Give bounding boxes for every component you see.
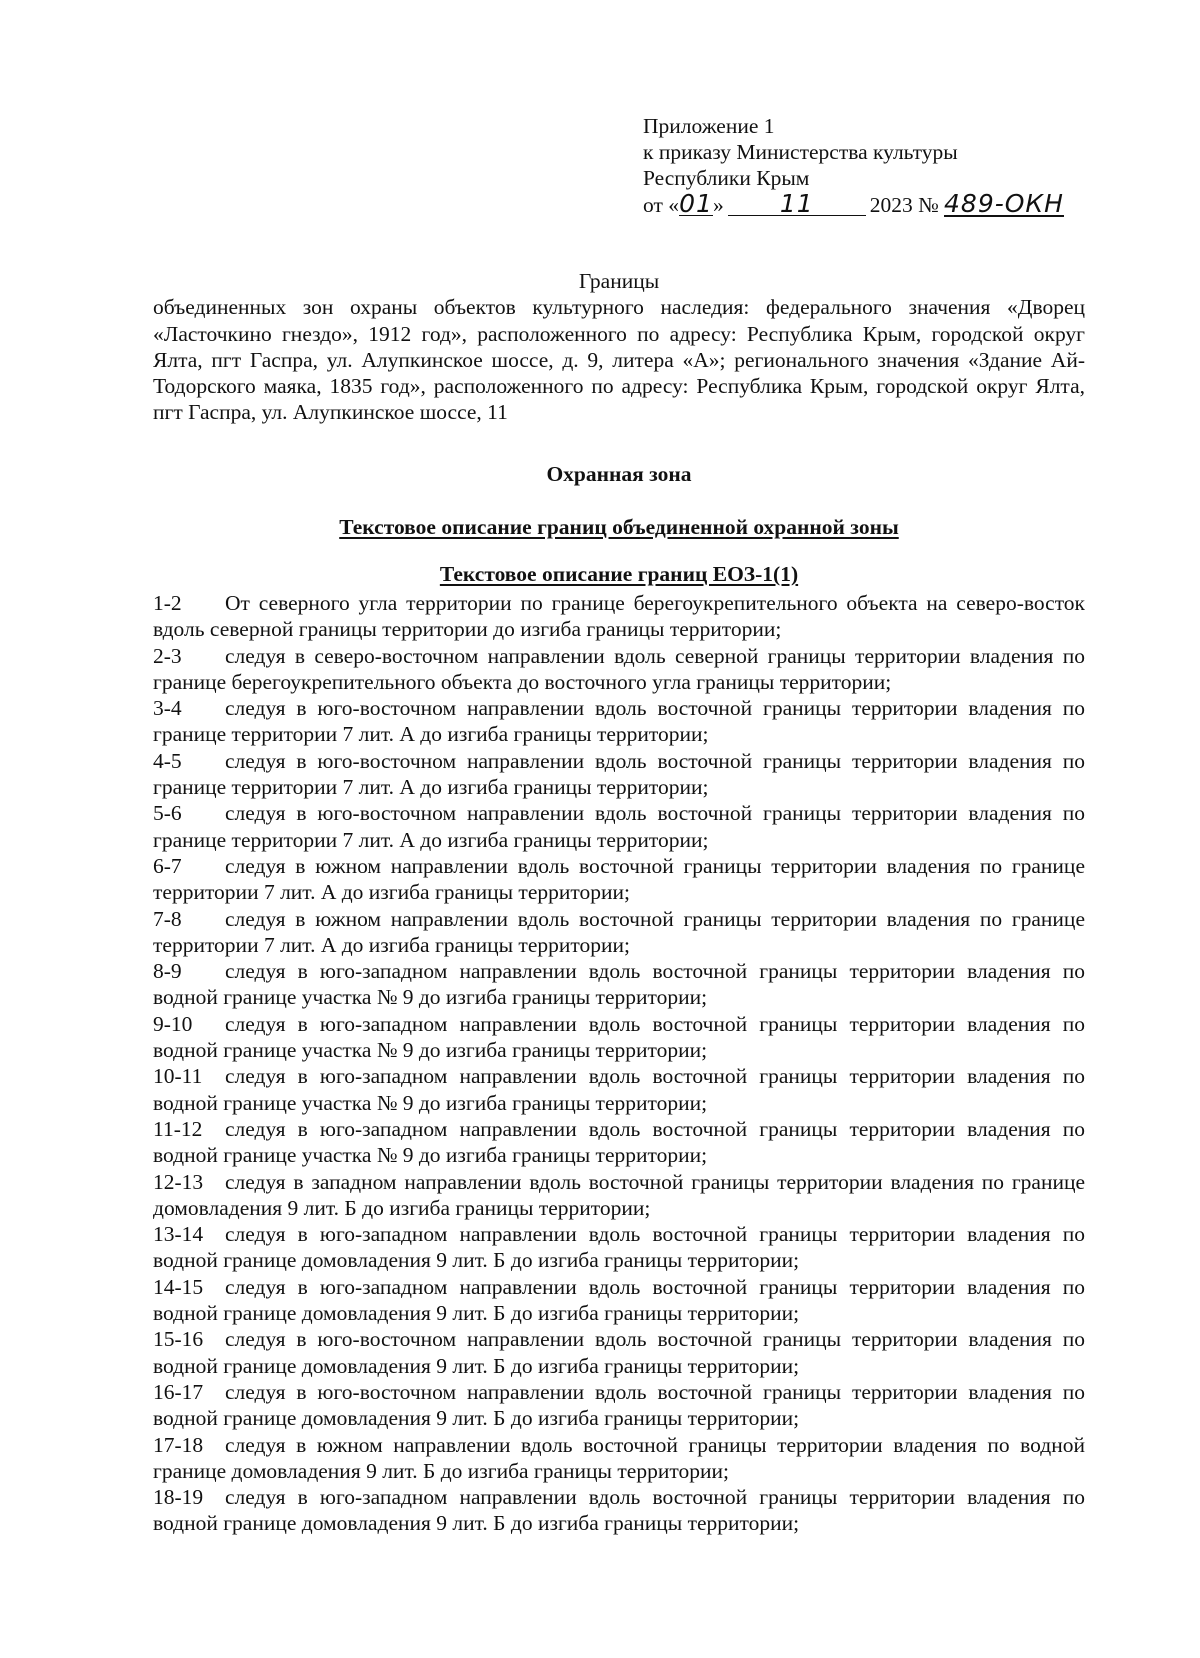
segment-description: следуя в юго-восточном направлении вдоль восточной границы территории владения по границе территории 7 лит. А до изгиба границы территории; bbox=[153, 801, 1085, 852]
handwritten-day: 01 bbox=[679, 189, 713, 218]
list-item bbox=[153, 695, 1085, 748]
segment-number: 12-13 bbox=[153, 1169, 204, 1194]
list-item bbox=[153, 1274, 1085, 1327]
segment-number: 7-8 bbox=[153, 906, 182, 931]
list-item bbox=[153, 800, 1085, 853]
segment-number: 14-15 bbox=[153, 1274, 204, 1299]
order-date-line bbox=[643, 191, 1113, 218]
segment-number: 18-19 bbox=[153, 1485, 204, 1510]
segment-number: 5-6 bbox=[153, 801, 182, 826]
order-year: 2023 № bbox=[869, 193, 939, 217]
section-heading-text-description-label: Текстовое описание границ объединенной охранной зоны bbox=[339, 515, 899, 539]
list-item bbox=[153, 748, 1085, 801]
segment-description: следуя в юго-западном направлении вдоль восточной границы территории владения по водной границе участка № 9 до изгиба границы территории; bbox=[153, 1064, 1085, 1115]
segment-number: 2-3 bbox=[153, 643, 182, 668]
handwritten-order-number: 489-ОКН bbox=[944, 189, 1064, 218]
appendix-line-3: Республики Крым bbox=[643, 166, 810, 190]
segment-number: 9-10 bbox=[153, 1011, 193, 1036]
segment-description: следуя в юго-западном направлении вдоль восточной границы территории владения по водной границе домовладения 9 лит. Б до изгиба границы территории; bbox=[153, 1222, 1085, 1273]
segment-number: 6-7 bbox=[153, 853, 182, 878]
list-item bbox=[153, 1326, 1085, 1379]
list-item bbox=[153, 1011, 1085, 1064]
list-item bbox=[153, 1063, 1085, 1116]
segment-description: следуя в юго-западном направлении вдоль восточной границы территории владения по водной границе домовладения 9 лит. Б до изгиба границы территории; bbox=[153, 1274, 1085, 1326]
segment-number: 13-14 bbox=[153, 1222, 204, 1247]
appendix-line-2: к приказу Министерства культуры bbox=[643, 140, 958, 164]
list-item bbox=[153, 1379, 1085, 1432]
segment-number: 8-9 bbox=[153, 959, 182, 984]
segment-description: следуя в юго-восточном направлении вдоль восточной границы территории владения по водной границе домовладения 9 лит. Б до изгиба границы территории; bbox=[153, 1379, 1085, 1431]
segment-description: следуя в южном направлении вдоль восточной границы территории владения по границе территории 7 лит. А до изгиба границы территории; bbox=[153, 853, 1085, 905]
section-heading-text-description bbox=[153, 515, 1085, 540]
segment-description: следуя в южном направлении вдоль восточной границы территории владения по границе территории 7 лит. А до изгиба границы территории; bbox=[153, 906, 1085, 957]
appendix-block bbox=[643, 113, 1113, 218]
document-title bbox=[153, 268, 1085, 426]
segment-description: следуя в юго-западном направлении вдоль восточной границы территории владения по водной границе участка № 9 до изгиба границы территории; bbox=[153, 959, 1085, 1010]
date-prefix: от « bbox=[643, 193, 679, 217]
segment-description: следуя в юго-западном направлении вдоль восточной границы территории владения по водной границе участка № 9 до изгиба границы территории; bbox=[153, 1011, 1085, 1063]
appendix-line-1: Приложение 1 bbox=[643, 114, 775, 138]
segment-description: От северного угла территории по границе берегоукрепительного объекта на северо-восток вдоль северной границы территории до изгиба границы территории; bbox=[153, 591, 1085, 642]
list-item bbox=[153, 590, 1085, 643]
segment-number: 17-18 bbox=[153, 1432, 204, 1457]
segment-description: следуя в юго-западном направлении вдоль восточной границы территории владения по водной границе участка № 9 до изгиба границы территории; bbox=[153, 1116, 1085, 1168]
boundary-description-list bbox=[153, 590, 1085, 1537]
segment-number: 16-17 bbox=[153, 1379, 204, 1404]
segment-description: следуя в южном направлении вдоль восточной границы территории владения по водной границе домовладения 9 лит. Б до изгиба границы территории; bbox=[153, 1432, 1085, 1483]
section-heading-eoz bbox=[153, 562, 1085, 587]
list-item bbox=[153, 1221, 1085, 1274]
list-item bbox=[153, 906, 1085, 959]
segment-description: следуя в юго-восточном направлении вдоль восточной границы территории владения по границе территории 7 лит. А до изгиба границы территории; bbox=[153, 748, 1085, 800]
section-heading-eoz-label: Текстовое описание границ ЕОЗ-1(1) bbox=[439, 562, 799, 586]
title-text: объединенных зон охраны объектов культурного наследия: федерального значения «Дворец «Ласточкино гнездо», 1912 год», расположенного по адресу: Республика Крым, городской округ Ялта, пгт Гаспра, ул. Алупкинское шоссе, д. 9, литера «А»; регионального значения «Здание Ай-Тодорского маяка, 1835 год», расположенного по адресу: Республика Крым, городской округ Ялта, пгт Гаспра, ул. Алупкинское шоссе, 11 bbox=[153, 295, 1085, 425]
handwritten-month: 11 bbox=[728, 193, 866, 216]
title-heading: Границы bbox=[578, 269, 660, 293]
date-mid: » bbox=[713, 193, 724, 217]
segment-number: 10-11 bbox=[153, 1064, 203, 1089]
list-item bbox=[153, 853, 1085, 906]
segment-number: 4-5 bbox=[153, 748, 182, 773]
segment-description: следуя в западном направлении вдоль восточной границы территории владения по границе домовладения 9 лит. Б до изгиба границы территории; bbox=[153, 1169, 1085, 1220]
segment-number: 11-12 bbox=[153, 1116, 203, 1141]
segment-description: следуя в северо-восточном направлении вдоль северной границы территории владения по границе берегоукрепительного объекта до восточного угла границы территории; bbox=[153, 643, 1085, 694]
segment-description: следуя в юго-западном направлении вдоль восточной границы территории владения по водной границе домовладения 9 лит. Б до изгиба границы территории; bbox=[153, 1485, 1085, 1536]
list-item bbox=[153, 1484, 1085, 1537]
segment-description: следуя в юго-восточном направлении вдоль восточной границы территории владения по водной границе домовладения 9 лит. Б до изгиба границы территории; bbox=[153, 1327, 1085, 1378]
list-item bbox=[153, 1116, 1085, 1169]
list-item bbox=[153, 958, 1085, 1011]
list-item bbox=[153, 643, 1085, 696]
segment-description: следуя в юго-восточном направлении вдоль восточной границы территории владения по границе территории 7 лит. А до изгиба границы территории; bbox=[153, 696, 1085, 747]
list-item bbox=[153, 1432, 1085, 1485]
section-heading-protection-zone: Охранная зона bbox=[546, 462, 692, 486]
segment-number: 15-16 bbox=[153, 1327, 204, 1352]
segment-number: 3-4 bbox=[153, 696, 182, 721]
segment-number: 1-2 bbox=[153, 591, 182, 615]
list-item bbox=[153, 1169, 1085, 1222]
